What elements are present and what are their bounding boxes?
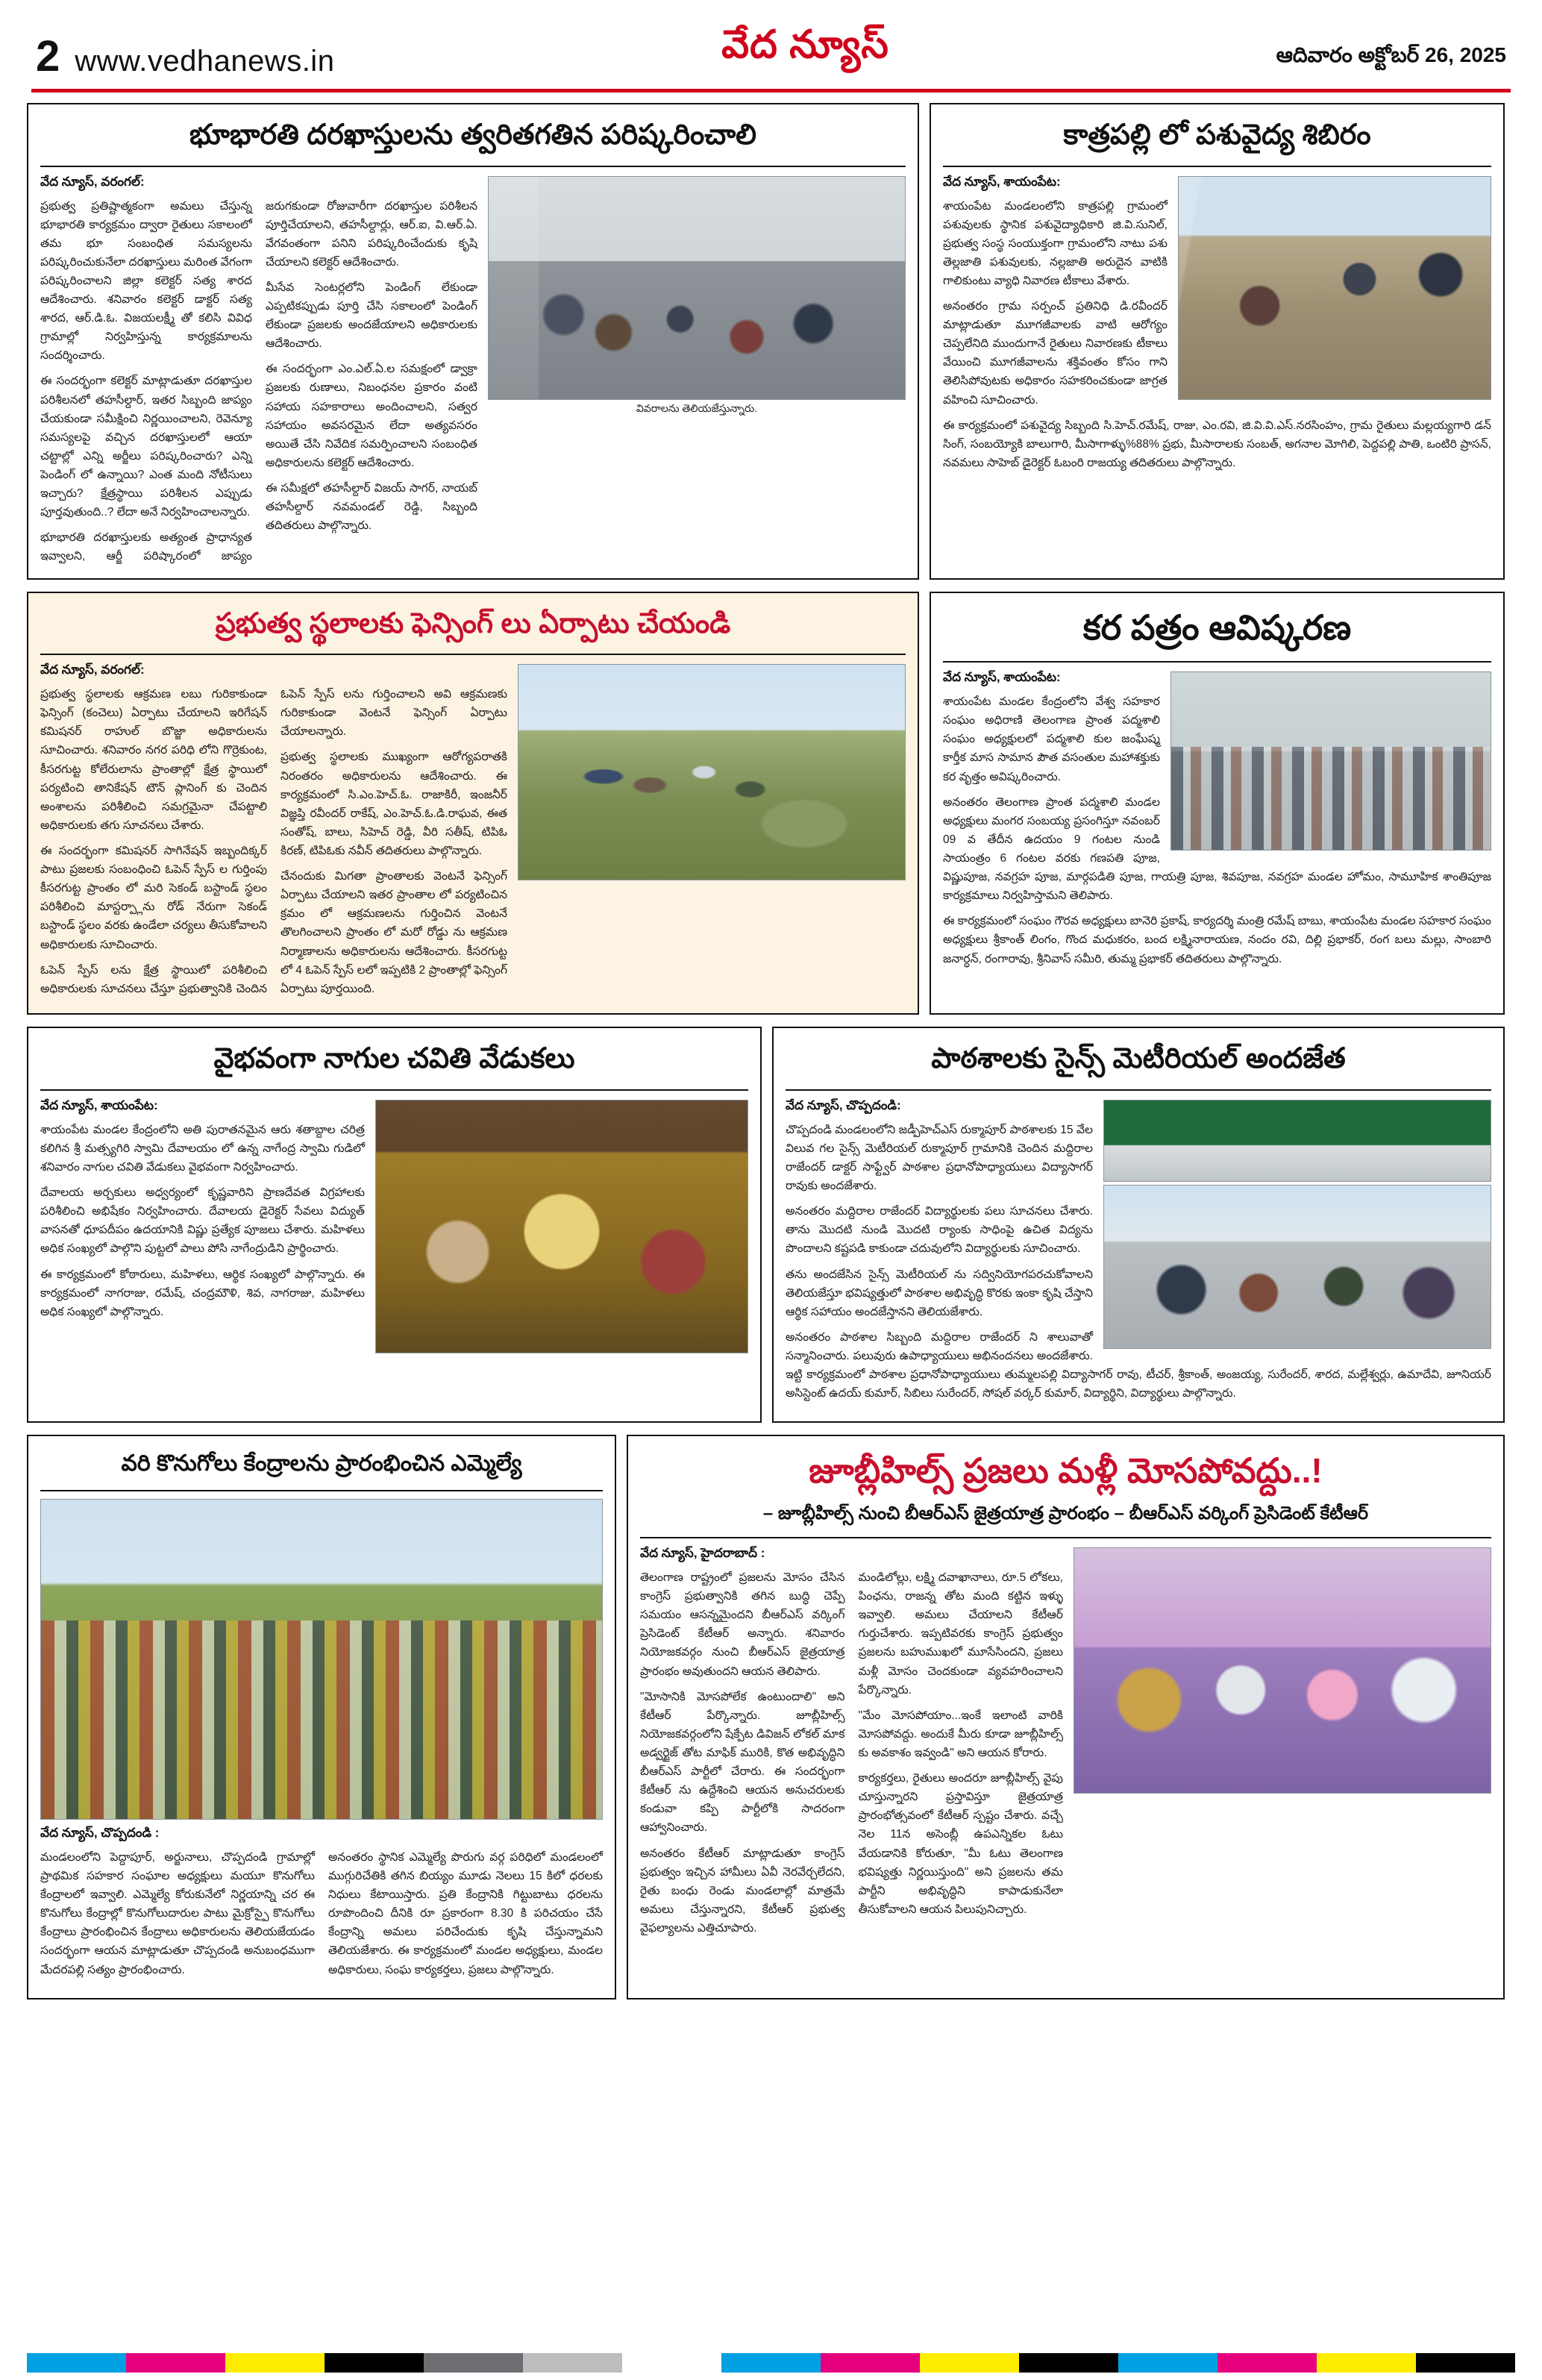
site-url[interactable]: www.vedhanews.in	[75, 45, 335, 78]
article-science-byline: వేద న్యూస్, చొప్పదండి:	[786, 1097, 901, 1112]
photo-group-release	[1170, 671, 1491, 851]
colorbar-segment	[920, 2353, 1019, 2373]
paragraph: అనంతరం పాఠశాల సిబ్బంది మద్దిరాల రాజేందర్ ని శాలువాతో సన్మానించారు. పలువురు ఉపాధ్యాయులు అభినందనలు అందజేశారు. ఇట్టి కార్యక్రమంలో పాఠశాల ప్రధానోపాధ్యాయులు తుమ్మలపల్లి విద్యాసాగర్ రావు, టీచర్, శ్రీకాంత్, అంజయ్య, సురేందర్, శారద, మల్లేశ్వర్లు, ఉమాదేవి, జూనియర్ అసిస్టెంట్ ఉదయ్ కుమార్, సిబిలు సురేందర్, సోషల్ వర్కర్ కుమార్, విద్యార్థిని, విద్యార్థులు పాల్గొన్నారు.	[786, 1330, 1491, 1400]
colorbar-segment	[27, 2353, 126, 2373]
colorbar-segment	[325, 2353, 424, 2373]
colorbar-segment	[1019, 2353, 1118, 2373]
colorbar-segment	[821, 2353, 920, 2373]
paragraph: అనంతరం స్థానిక ఎమ్మెల్యే పొరుగు వర్గ పరిధిలో మండలంలో ముగ్గురిచేతికి తగిన బియ్యం మూడు నెలలు 15 కిలో ధరలకు నిధులు కేటాయిస్తారు. ప్రతి కేంద్రానికి గిట్టుబాటు ధరలను రూపొందించి దీనికి రూ ప్రకారంగా 8.30 కి పరిచయం చేసే కేంద్రాన్ని అమలు పరిచేందుకు కృషి చేస్తున్నామని తెలియజేశారు. ఈ కార్యక్రమంలో మండల అధ్యక్షులు, మండల అధికారులు, సంఘ కార్యకర్తలు, ప్రజలు పాల్గొన్నారు.	[328, 1850, 603, 1976]
article-nagula-photo-wrap	[375, 1100, 748, 1353]
publication-title: వేద న్యూస్	[721, 23, 889, 66]
photo-brs-rally	[1074, 1547, 1491, 1794]
masthead-rule	[31, 89, 1511, 93]
paragraph: తను అందజేసిన సైన్స్ మెటీరియల్ ను సద్వినియోగపరచుకోవాలని తెలియజేస్తూ భవిష్యత్తులో పాఠశాల అభివృద్ధి కొరకు ఇంకా కృషి చేస్తాని ఆర్థిక సహాయం అందజేస్తానని తెలియజేశారు.	[786, 1268, 1093, 1318]
article-vari-kendralu	[27, 1435, 616, 1999]
colorbar-segment	[622, 2353, 721, 2373]
page-number: 2	[36, 32, 60, 81]
paragraph: ఈ కార్యక్రమంలో సంఘం గౌరవ అధ్యక్షులు బానెరి ప్రకాష్, కార్యదర్శి మంత్రి రమేష్ బాబు, శాయంపేట మండల సహకార సంఘం అధ్యక్షులు శ్రీకాంత్ లింగం, గొంద మధుకరం, బంద లక్ష్మినారాయణ, నందం రవి, దిల్లి ప్రభాకర్, రంగ బలు మల్లు, సాంబారి జనార్ధన్, రంగారావు, శ్రీనివాస్ సమీరి, తుమ్మ ప్రభాకర్ తదితరులు పాల్గొన్నారు.	[943, 915, 1491, 965]
article-vari-photo-wrap	[40, 1499, 603, 1820]
divider	[40, 1089, 748, 1091]
article-jubilee-hills	[627, 1435, 1505, 1999]
photo-school-signboard	[1103, 1100, 1491, 1182]
colorbar-segment	[1416, 2353, 1515, 2373]
article-jubilee-subheadline: – జూబ్లీహిల్స్ నుంచి బీఆర్ఎస్ జైత్రయాత్ర ప్రారంభం – బీఆర్ఎస్ వర్కింగ్ ప్రెసిడెంట్ కేటీఆర్	[762, 1503, 1369, 1523]
article-bhubharathi-byline: వేద న్యూస్, వరంగల్:	[40, 174, 145, 189]
paragraph: ప్రభుత్వ స్థలాలకు ఆక్రమణ లబు గురికాకుండా ఫెన్సింగ్ (కంచెలు) ఏర్పాటు చేయాలని ఇరిగేషన్ కమిషనర్ రాహుల్ బొజ్జా అధికారులను సూచించారు. శనివారం నగర పరిధి లోని గొర్రెకుంట, కీసరగుట్ట కోలేరులాను ప్రాంతాల్లో క్షేత్ర స్థాయిలో పర్యటించి తానికేషన్ టౌన్ ప్లానింగ్ కు చెందిన అంశాలను పరిశీలించి సమగ్రమైనా చేపట్టాలి అధికారులకు తగు సూచనలు చేశారు.	[40, 688, 267, 832]
paragraph: కార్యకర్తలు, రైతులు అందరూ జూబ్లీహిల్స్ వైపు చూస్తున్నారని ప్రస్తావిస్తూ జైత్రయాత్ర ప్రారంభోత్సవంలో కేటీఆర్ స్పష్టం చేశారు. వచ్చే నెల 11న అసెంబ్లీ ఉపఎన్నికల ఓటు వేయడానికి కోరుతూ, "మీ ఓటు తెలంగాణ భవిష్యత్తు నిర్ణయిస్తుంది" అని ప్రజలను తమ పార్టీని అభివృద్ధిని కాపాడుకునేలా తీసుకోవాలని ఆయన పిలుపునిచ్చారు.	[858, 1772, 1063, 1916]
divider	[943, 166, 1491, 167]
paragraph: ఈ సందర్భంగా కలెక్టర్ మాట్లాడుతూ దరఖాస్తుల పరిశీలనలో తహసీల్దార్, ఇతర సిబ్బంది జాప్యం చేయకుండా సమీక్షించి నిర్ణయించాలని, రెవెన్యూ సమస్యలపై వచ్చిన దరఖాస్తులలో ఆయా చట్టాల్లో ఎన్ని అర్జీలు పరిష్కరించారు? ఎన్ని పెండింగ్ లో ఉన్నాయి? ఎంత మంది నోటీసులు ఇచ్చారు? క్షేత్రస్థాయి పరిశీలన ఎప్పుడు పూర్తవుతుంది..? లేదా అనే నిర్వహించాలన్నారు.	[40, 375, 252, 519]
content-row-2	[27, 592, 1515, 1015]
article-jubilee-photo-wrap	[1074, 1547, 1491, 1794]
paragraph: మీసేవ సెంటర్లలోని పెండింగ్ లేకుండా ఎప్పటికప్పుడు పూర్తి చేసి సకాలంలో పెండింగ్ లేకుండా ప్రజలకు అందజేయాలని అధికారులకు ఆదేశించారు.	[266, 281, 477, 351]
photo-school-handover	[1103, 1185, 1491, 1349]
article-vari-body	[40, 1848, 603, 1986]
article-katrapalli	[930, 103, 1505, 580]
article-nagula-chavithi-byline: వేద న్యూస్, శాయంపేట:	[40, 1097, 158, 1112]
article-kara-patram	[930, 592, 1505, 1015]
paragraph: శాయంపేట మండల కేంద్రంలోని అతి పురాతనమైన ఆరు శతాబ్దాల చరిత్ర కలిగిన శ్రీ మత్స్యగిరి స్వామి దేవాలయం లో ఉన్న నాగేంద్ర స్వామి గుడిలో శనివారం నాగుల చవితి వేడుకలు వైభవంగా నిర్వహించారు.	[40, 1123, 365, 1174]
paragraph: "మేం మోసపోయాం...ఇంకే ఇలాంటి వారికి మోసపోవద్దు. అందుకే మీరు కూడా జూబ్లీహిల్స్ కు అవకాశం ఇవ్వండి" అని ఆయన కోరారు.	[858, 1709, 1063, 1760]
divider	[640, 1537, 1491, 1538]
article-fencing	[27, 592, 919, 1015]
divider	[40, 166, 906, 167]
article-kara-patram-byline: వేద న్యూస్, శాయంపేట:	[943, 670, 1061, 685]
article-bhubharathi-body	[40, 197, 477, 566]
masthead-left	[36, 32, 335, 81]
paragraph: అనంతరం మద్దిరాల రాజేందర్ విద్యార్థులకు పలు సూచనలు చేశారు. తాను మొదటి నుండి మొదటి ర్యాంకు సాధింపై ఉచిత విద్యను పొందాలని కష్టపడి కాకుండా చదువులోని విద్యార్థులకు సూచించారు.	[786, 1205, 1093, 1256]
article-fencing-byline: వేద న్యూస్, వరంగల్:	[40, 663, 145, 677]
paragraph: మండలంలోని పెద్దాపూర్, అర్జునాలు, చొప్పదండి గ్రామాల్లో ప్రాథమిక సహకార సంఘాల అధ్యక్షులు మయూ కొనుగోలు కేంద్రాలలో ఇవ్వాలి. ఎమ్మెల్యే కోరుకునేలో నిర్ణయాన్ని చర ఈ కొనుగోలు కేంద్రాల్లో కొనుగోలుదారుల పాటు మైక్రోస్పై కొనుగోలు కేంద్రాలు ప్రారంభించిన కేంద్రాలు అధికారులను తెలియజేయడం సందర్భంగా ఆయన మాట్లాడుతూ చొప్పదండి అనుబంధముగా మేదరపల్లి సత్యం ప్రారంభించారు.	[40, 1850, 315, 1976]
colorbar-segment	[523, 2353, 622, 2373]
colorbar-segment	[1317, 2353, 1416, 2373]
photo-caption: వివరాలను తెలియజేస్తున్నారు.	[636, 401, 758, 414]
paragraph: చేనందుకు మిగతా ప్రాంతాలకు వెంటనే ఫెన్సింగ్ ఏర్పాటు చేయాలని ఇతర ప్రాంతాల లో పర్యటించిన క్రమం లో ఆక్రమణలను గుర్తించిన వెంటనే తొలగించాలని ప్రాంతం లో మరో రోడ్డు ను ఆక్రమణ నిర్మాణాలను అధికారులను ఆదేశించారు. కీసరగుట్ట లో 4 ఓపెన్ స్పేస్ లలో ఇప్పటికి 2 ప్రాంతాల్లో ఫెన్సింగ్ ఏర్పాటు పూర్తయింది.	[280, 870, 507, 995]
divider	[40, 654, 906, 655]
paragraph: భూభారతి దరఖాస్తులకు అత్యంత ప్రాధాన్యత ఇవ్వాలని, ఆర్జీ పరిష్కారంలో జాప్యం జరుగకుండా రోజువారీగా దరఖాస్తుల పరిశీలన పూర్తిచేయాలని, తహసీల్దార్లు, ఆర్.ఐ, వి.ఆర్.ఏ. వేగవంతంగా పనిని పరిష్కరించేందుకు కృషి చేయాలని కలెక్టర్ ఆదేశించారు.	[40, 199, 477, 563]
paragraph: దేవాలయ అర్చకులు అధ్వర్యంలో కృష్ణవారిని ప్రాణదేవత విగ్రహాలకు పరిశీలించి అభిషేకం నిర్వహించారు. దేవాలయ డైరెక్టర్ సేవలు విద్యుత్ వాసనతో ధూపదీపం ఉదయానికి విష్ణు ప్రత్యేక పూజలు చేశారు. మహిళలు అధిక సంఖ్యలో పాల్గొని పుట్టలో పాలు పోసి నాగేంద్రుడిని ప్రార్థించారు.	[40, 1186, 365, 1256]
article-katrapalli-photo-wrap	[1178, 176, 1491, 400]
colorbar-segment	[424, 2353, 523, 2373]
article-science-material	[772, 1027, 1505, 1423]
article-science-photo-wrap	[1103, 1100, 1491, 1349]
article-jubilee-headline: జూబ్లీహిల్స్ ప్రజలు మళ్లీ మోసపోవద్దు..!	[809, 1451, 1323, 1491]
paragraph: ప్రభుత్వ ప్రతిష్టాత్మకంగా అమలు చేస్తున్న భూభారతి కార్యక్రమం ద్వారా రైతులు సకాలంలో తమ భూ సంబంధిత సమస్యలను పరిష్కరించుకునేలా దరఖాస్తులు మరింత వేగంగా పరిష్కరించాలని జిల్లా కలెక్టర్ సత్య శారద ఆదేశించారు. శనివారం కలెక్టర్ డాక్టర్ సత్య శారద, ఆర్.డి.ఓ. విజయలక్ష్మీ తో కలిసి వివిధ గ్రామాల్లో నిర్వహిస్తున్న కార్యక్రమాలను సందర్శించారు.	[40, 199, 252, 363]
divider	[943, 661, 1491, 663]
article-katrapalli-byline: వేద న్యూస్, శాయంపేట:	[943, 174, 1061, 189]
colorbar-segment	[1118, 2353, 1217, 2373]
paragraph: మండిలోల్లు, లక్ష్మి దవాఖానాలు, రూ.5 లోకలు, పింఛను, రాజన్న తోట మంది కట్టిన ఇళ్ళు ఇవ్వాలి. అమలు చేయాలని కేటీఆర్ గుర్తుచేశారు. ఇప్పటివరకు కాంగ్రెస్ ప్రభుత్వం ప్రజలను బహుముఖలో మూసేసిందని, ప్రజలు మళ్లీ మోసం చెందకుండా వ్యవహరించాలని పేర్కొన్నారు.	[858, 1571, 1063, 1697]
article-kara-patram-photo-wrap	[1170, 671, 1491, 851]
divider	[786, 1089, 1491, 1091]
photo-field-inspection	[518, 664, 906, 880]
article-fencing-headline: ప్రభుత్వ స్థలాలకు ఫెన్సింగ్ లు ఏర్పాటు చేయండి	[215, 607, 731, 639]
paragraph: ఈ సందర్భంగా కమిషనర్ సాగినేషన్ ఇబ్బందిక్కర్ పాటు ప్రజలకు సంబంధించి ఓపెన్ స్పేస్ ల గుర్తింపు కీసరగుట్ట ప్రాంతం లో మరి సెకండ్ బస్టాండ్ స్థలం పరిశీలించి మాస్టర్ప్లాను రోడ్ నేరుగా సెకండ్ బస్టాండ్ స్థలం వరకు ఉండేలా చర్యలు తీసుకోవాలని అధికారులకు సూచించారు.	[40, 844, 267, 951]
divider	[40, 1490, 603, 1491]
paragraph: అనంతరం తెలంగాణ ప్రాంత పద్మశాలి మండల అధ్యక్షులు మంగర సంబయ్య ప్రసంగిస్తూ నవంబర్ 09 వ తేదీన ఉదయం 9 గంటల నుండి సాయంత్రం 6 గంటల వరకు గణపతి పూజ, విష్ణుపూజ, నవగ్రహ పూజ, మార్గపడితి పూజ, గాయత్రి పూజ, శివపూజ, నవగ్రహ మండల హోమం, సామూహిక శాంతిపూజ కార్యక్రమాలు నిర్వహిస్తామని తెలిపారు.	[943, 795, 1491, 903]
article-fencing-body	[40, 685, 507, 1001]
paragraph: ఈ సమీక్షలో తహసీల్దార్ విజయ్ సాగర్, నాయబ్ తహసీల్దార్ నవమండల్ రెడ్డి, సిబ్బంది తదితరులు పాల్గొన్నారు.	[266, 482, 477, 533]
article-vari-headline: వరి కొనుగోలు కేంద్రాలను ప్రారంభించిన ఎమ్మెల్యే	[121, 1451, 522, 1476]
article-science-headline: పాఠశాలకు సైన్స్ మెటీరియల్ అందజేత	[931, 1043, 1346, 1075]
paragraph: తెలంగాణ రాష్ట్రంలో ప్రజలను మోసం చేసిన కాంగ్రెస్ ప్రభుత్వానికి తగిన బుద్ధి చెప్పే సమయం ఆసన్నమైందని బీఆర్ఎస్ వర్కింగ్ ప్రెసిడెంట్ కేటీఆర్ అన్నారు. శనివారం నియోజకవర్గం నుంచి బీఆర్ఎస్ జైత్రయాత్ర ప్రారంభం అవుతుందని ఆయన తెలిపారు.	[640, 1571, 845, 1678]
paragraph: ఈ కార్యక్రమంలో పశువైద్య సిబ్బంది సి.హెచ్.రమేష్, రాజు, ఎం.రవి, జి.వి.వి.ఎస్.నరసింహం, గ్రామ రైతులు మల్లయ్యగారి డన్ సింగ్, సంబయ్యోకి బాలుగారి, మీసాగాళ్ళు%88% ప్రభు, మీసారాలకు సంబత్, అగనాల మోగిలి, పెద్దపల్లి పాతి, ఒంటిరి ప్రాసన్, నవమలు సాహెబ్ డైరెక్టర్ ఓబంరి రాజయ్య తదితరులు పాల్గొన్నారు.	[943, 419, 1491, 469]
colorbar-segment	[225, 2353, 325, 2373]
article-vari-byline: వేద న్యూస్, చొప్పదండి :	[40, 1825, 160, 1840]
paragraph: శాయంపేట మండలంలోని కాత్రపల్లి గ్రామంలో పశువులకు స్థానిక పశువైద్యాధికారి జి.వి.సునిల్, ప్రభుత్వ సంస్థ సంయుక్తంగా గ్రామంలోని నాటు పశు తెల్లజాతి పశువులకు, నల్లజాతి అరుదైన వాటికి గాలికుంటు వ్యాధి నివారణ టీకాలు వేశారు.	[943, 199, 1168, 287]
paragraph: శాయంపేట మండల కేంద్రంలోని వేశ్వ సహకార సంఘం అధిరాణి తెలంగాణ ప్రాంత పద్మశాలి సంఘం అధ్యక్షులలో పద్మశాలి కుల జంఘేష్మ కార్తీక మాస సామాన పౌత వసంతుల మహాశక్తుకు కర వృత్తం అవిష్కరించారు.	[943, 695, 1160, 783]
colorbar-segment	[126, 2353, 225, 2373]
article-bhubharathi-photo-wrap	[488, 176, 906, 417]
article-katrapalli-headline: కాత్రపల్లి లో పశువైద్య శిబిరం	[1063, 119, 1371, 151]
article-nagula-chavithi	[27, 1027, 762, 1423]
content-row-1	[27, 103, 1515, 580]
photo-temple-puja	[375, 1100, 748, 1353]
article-bhubharathi	[27, 103, 919, 580]
paragraph: అనంతరం గ్రామ సర్పంచ్ ప్రతినిధి డి.రవీందర్ మాట్లాడుతూ మూగజీవాలకు వాటి ఆరోగ్యం చెప్పలేనిది ముందుగానే రైతులు నివారణకు టీకాలు వేయించి మూగజీవాలను శక్తివంతం కోసం గాని తెలిసిపోవుటకు అధికారం సహకరించకుండా జాగ్రత వహించి సూచించారు.	[943, 300, 1168, 407]
paragraph: అనంతరం కేటీఆర్ మాట్లాడుతూ కాంగ్రెస్ ప్రభుత్వం ఇచ్చిన హామీలు ఏవీ నెరవేర్చలేదని, రైతు బంధు రెండు మండలాల్లో మాత్రమే అమలు చేస్తున్నారని, కేటీఆర్ ప్రభుత్వ వైఫల్యాలను ఎత్తిచూపారు.	[640, 1847, 845, 1935]
paragraph: ప్రభుత్వ స్థలాలకు ముఖ్యంగా ఆరోగ్యపరాతకి నిరంతరం అధికారులను ఆదేశించారు. ఈ కార్యక్రమంలో సి.ఎం.హెచ్.ఓ. రాజాకిరీ, ఇంజనీర్ విజ్ఞప్తి రవీందర్ రాకేష్, ఎం.హెచ్.ఓ.డి.రాఘవ, ఈత సంతోష్, బాలు, సిహెచ్ రెడ్డి, వీరి సతీష్, టిపిఓ కిరణ్, టిపిఓకు నవీన్ తదితరులు పాల్గొన్నారు.	[280, 751, 507, 857]
colorbar-segment	[721, 2353, 821, 2373]
content-row-4	[27, 1435, 1515, 1999]
article-fencing-photo-wrap	[518, 664, 906, 880]
article-bhubharathi-headline: భూభారతి దరఖాస్తులను త్వరితగతిన పరిష్కరించాలి	[189, 119, 757, 151]
paragraph: ఈ సందర్భంగా ఎం.ఎల్.ఏ.ల సమక్షంలో డ్వాక్రా ప్రజలకు రుణాలు, నిబంధనల ప్రకారం వంటి సహాయ సహకారాలు అందించాలని, సత్వర సహాయం అవసరమైన లేదా అత్యవసరం అయితే చేసి నివేదిక సమర్పించాలని సంబంధిత అధికారులను కలెక్టర్ ఆదేశించారు.	[266, 363, 477, 469]
colorbar-segment	[1217, 2353, 1317, 2373]
paragraph: ఓపెన్ స్పేస్ లను క్షేత్ర స్థాయిలో పరిశీలించి అధికారులకు సూచనలు చేస్తూ ప్రభుత్వానికి చెందిన ఓపెన్ స్పేస్ లను గుర్తించాలని అవి ఆక్రమణకు గురికాకుండా వెంటనే ఫెన్సింగ్ ఏర్పాటు చేయాలన్నారు.	[40, 688, 507, 995]
paragraph: "మోసానికి మోసపోలేక ఉంటుందాలి" అని కేటీఆర్ పేర్కొన్నారు. జూబ్లీహిల్స్ నియోజకవర్గంలోని షేక్పేట డివిజన్ లోకల్ మాక అడ్వర్టైజ్ తోట మాఫిక్ మురికి, కొత అభివృద్ధిని బీఆర్ఎస్ పార్టీలో చేరారు. ఈ సందర్భంగా కేటీఆర్ ను ఉద్దేశించి ఆయన అనుచరులకు కండువా కప్పి పార్టీలోకి సాదరంగా ఆహ్వానించారు.	[640, 1690, 845, 1835]
article-jubilee-byline: వేద న్యూస్, హైదరాబాద్ :	[640, 1546, 765, 1561]
article-jubilee-body	[640, 1568, 1063, 1938]
article-nagula-chavithi-headline: వైభవంగా నాగుల చవితి వేడుకలు	[213, 1043, 575, 1075]
photo-collector-meeting	[488, 176, 906, 400]
masthead	[27, 0, 1515, 86]
publication-date: ఆదివారం అక్టోబర్ 26, 2025	[1276, 43, 1506, 66]
photo-paddy-center-launch	[40, 1499, 603, 1820]
photo-vet-camp	[1178, 176, 1491, 400]
paragraph: చొప్పదండి మండలంలోని జడ్పీహెచ్ఎస్ రుక్మాపూర్ పాఠశాలకు 15 వేల విలువ గల సైన్స్ మెటీరియల్ రుక్మాపూర్ గ్రామానికి చెందిన మద్దిరాల రాజేందర్ డాక్టర్ సాఫ్ట్వేర్ పాఠశాల ప్రధానోపాధ్యాయులు విద్యాసాగర్ రావుకు అందజేశారు.	[786, 1123, 1093, 1193]
print-registration-colorbar	[27, 2353, 1515, 2373]
content-row-3	[27, 1027, 1515, 1423]
article-kara-patram-headline: కర పత్రం ఆవిష్కరణ	[1082, 607, 1352, 647]
paragraph: ఈ కార్యక్రమంలో కోఠారులు, మహిళలు, ఆర్థిక సంఖ్యలో పాల్గొన్నారు. ఈ కార్యక్రమంలో నాగరాజు, రమేష్, చంద్రమౌళి, శివ, నాగరాజు, మహిళలు అధిక సంఖ్యలో పాల్గొన్నారు.	[40, 1268, 365, 1318]
